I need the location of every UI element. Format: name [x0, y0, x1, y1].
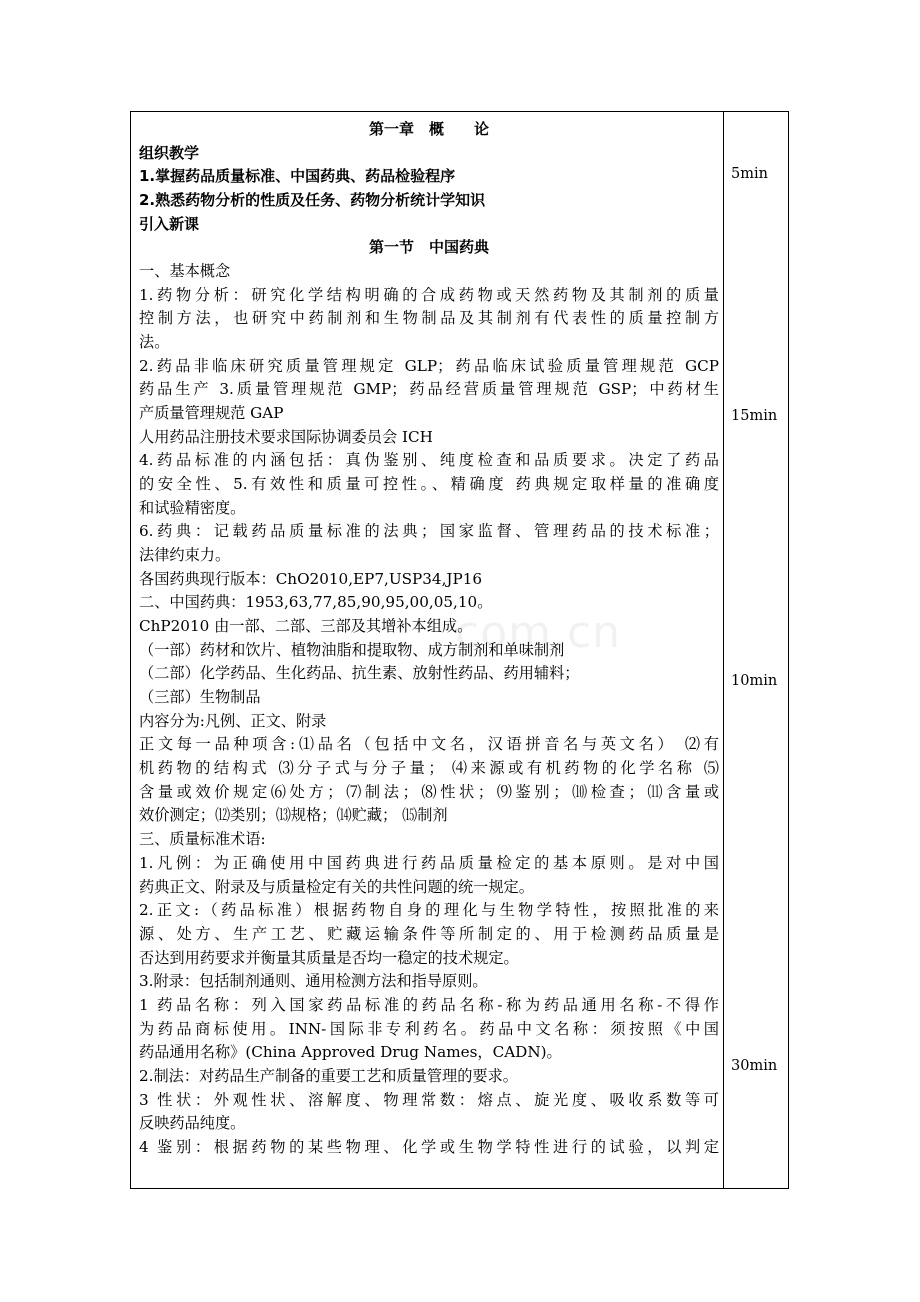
text-line: 产质量管理规范 GAP	[139, 404, 284, 423]
text-line: 2.正文:（药品标准）根据药物自身的理化与生物学特性，按照批准的来	[139, 901, 719, 920]
watermark: com.cn	[455, 607, 622, 658]
text-line: 1.凡例：为正确使用中国药典进行药品质量检定的基本原则。是对中国	[139, 853, 719, 872]
text-line: 2.药品非临床研究质量管理规定 GLP；药品临床试验质量管理规范 GCP	[139, 356, 719, 375]
text-line: 3.附录：包括制剂通则、通用检测方法和指导原则。	[139, 972, 488, 991]
text-line: （三部）生物制品	[139, 688, 261, 707]
time-allocation-2: 15min	[731, 408, 778, 424]
text-line: 药典正文、附录及与质量检定有关的共性问题的统一规定。	[139, 877, 534, 896]
text-line: 1.掌握药品质量标准、中国药典、药品检验程序	[139, 167, 456, 186]
text-line: 内容分为:凡例、正文、附录	[139, 711, 327, 730]
text-line: 为药品商标使用。INN-国际非专利药名。药品中文名称：须按照《中国	[139, 1019, 719, 1038]
text-line: （一部）药材和饮片、植物油脂和提取物、成方制剂和单味制剂	[139, 640, 565, 659]
text-line: 控制方法，也研究中药制剂和生物制品及其制剂有代表性的质量控制方	[139, 309, 719, 328]
text-line: 3 性状：外观性状、溶解度、物理常数：熔点、旋光度、吸收系数等可	[139, 1090, 719, 1109]
text-line: 引入新课	[139, 214, 200, 233]
text-line: 源、处方、生产工艺、贮藏运输条件等所制定的、用于检测药品质量是	[139, 924, 719, 943]
text-line: 二、中国药典：1953,63,77,85,90,95,00,05,10。	[139, 593, 493, 612]
text-line: 反映药品纯度。	[139, 1114, 246, 1133]
text-line: 2.熟悉药物分析的性质及任务、药物分析统计学知识	[139, 191, 486, 210]
text-line: 药品生产 3.质量管理规范 GMP；药品经营质量管理规范 GSP；中药材生	[139, 380, 719, 399]
time-allocation-4: 30min	[731, 1058, 778, 1074]
text-line: 2.制法：对药品生产制备的重要工艺和质量管理的要求。	[139, 1066, 518, 1085]
text-line: 三、质量标准术语:	[139, 830, 266, 849]
text-line: 第一章 概 论	[368, 120, 489, 138]
text-line: ChP2010 由一部、二部、三部及其增补本组成。	[139, 617, 473, 636]
text-line: 4.药品标准的内涵包括：真伪鉴别、纯度检查和品质要求。决定了药品	[139, 451, 719, 470]
text-line: 1.药物分析：研究化学结构明确的合成药物或天然药物及其制剂的质量	[139, 285, 719, 304]
text-line: 一、基本概念	[139, 262, 231, 281]
text-line: 否达到用药要求并衡量其质量是否均一稳定的技术规定。	[139, 948, 519, 967]
text-line: 含量或效价规定⑹处方；⑺制法；⑻性状；⑼鉴别；⑽检查；⑾含量或	[139, 782, 719, 801]
text-line: 人用药品注册技术要求国际协调委员会 ICH	[139, 427, 433, 446]
time-allocation-1: 5min	[731, 166, 768, 182]
text-line: 机药物的结构式 ⑶分子式与分子量； ⑷来源或有机药物的化学名称 ⑸	[139, 759, 719, 778]
text-line: 第一节 中国药典	[368, 238, 489, 257]
text-line: 正文每一品种项含:⑴品名（包括中文名，汉语拼音名与英文名） ⑵有	[139, 735, 719, 754]
text-line: 法律约束力。	[139, 546, 231, 565]
text-line: 各国药典现行版本：ChO2010,EP7,USP34,JP16	[139, 569, 483, 588]
content-column	[139, 118, 719, 1160]
time-allocation-3: 10min	[731, 673, 778, 689]
text-line: （二部）化学药品、生化药品、抗生素、放射性药品、药用辅料；	[139, 664, 580, 683]
text-line: 组织教学	[139, 143, 200, 162]
text-line: 的安全性、5.有效性和质量可控性。、精确度 药典规定取样量的准确度	[139, 475, 719, 494]
text-line: 1 药品名称：列入国家药品标准的药品名称-称为药品通用名称-不得作	[139, 995, 719, 1014]
text-line: 6.药典：记载药品质量标准的法典；国家监督、管理药品的技术标准；	[139, 522, 719, 541]
text-line: 药品通用名称》(China Approved Drug Names，CADN)。	[139, 1043, 562, 1062]
text-line: 和试验精密度。	[139, 498, 246, 517]
column-divider	[723, 112, 724, 1188]
text-line: 法。	[139, 333, 170, 352]
text-line: 4 鉴别：根据药物的某些物理、化学或生物学特性进行的试验，以判定	[139, 1137, 719, 1156]
text-line: 效价测定；⑿类别；⒀规格；⒁贮藏； ⒂制剂	[139, 806, 448, 825]
